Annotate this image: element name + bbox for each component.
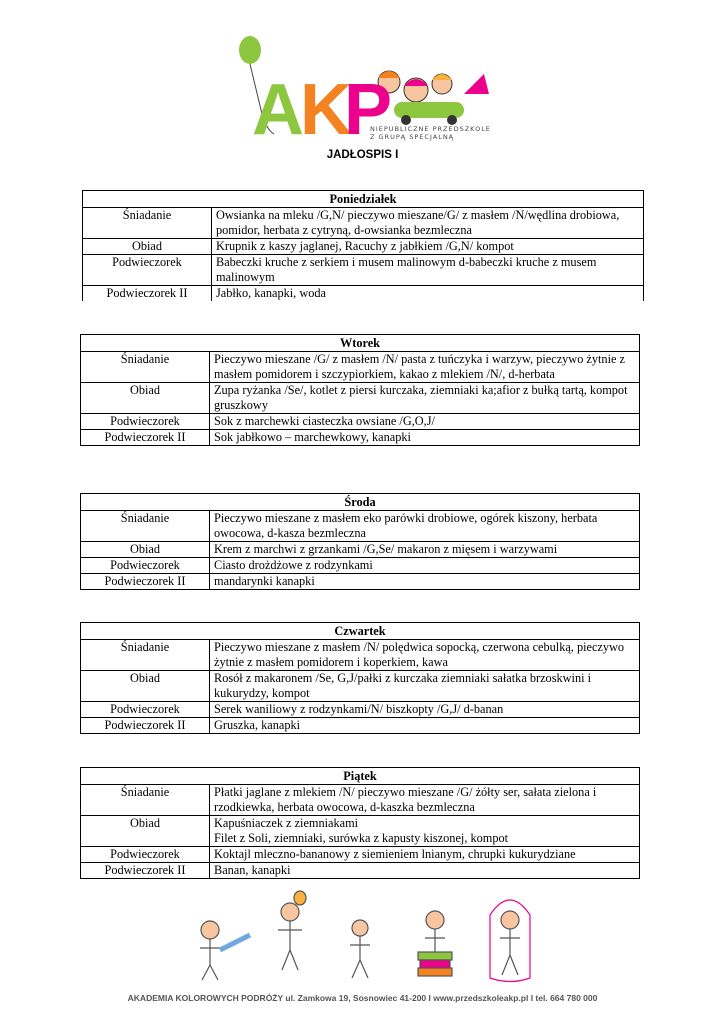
table-row: [81, 542, 640, 558]
day-table-thursday: [80, 622, 640, 734]
meal-label: Śniadanie: [81, 785, 210, 816]
table-row: [81, 863, 640, 879]
table-row: [83, 286, 644, 302]
table-row: [81, 702, 640, 718]
kids-illustration-icon: [378, 71, 489, 125]
table-row: [81, 430, 640, 446]
table-row: [81, 414, 640, 430]
day-table-friday: [80, 767, 640, 879]
meal-label: Obiad: [81, 383, 210, 414]
meal-description: Serek waniliowy z rodzynkami/N/ biszkopty /G,J/ d-banan: [210, 702, 640, 718]
meal-description: Pieczywo mieszane z masłem eko parówki drobiowe, ogórek kiszony, herbata owocowa, d-kasza bezmleczna: [210, 511, 640, 542]
table-row: [81, 816, 640, 847]
table-row: [81, 558, 640, 574]
meal-description: Krem z marchwi z grzankami /G,Se/ makaron z mięsem i warzywami: [210, 542, 640, 558]
day-name: Czwartek: [81, 623, 640, 640]
meal-description: Owsianka na mleku /G,N/ pieczywo mieszane/G/ z masłem /N/wędlina drobiowa, pomidor, herbata z cytryną, d-owsianka bezmleczna: [212, 208, 644, 239]
meal-label: Podwieczorek II: [81, 863, 210, 879]
table-row: [81, 352, 640, 383]
meal-description: Sok z marchewki ciasteczka owsiane /G,O,J/: [210, 414, 640, 430]
table-row: [81, 511, 640, 542]
meal-label: Podwieczorek II: [81, 718, 210, 734]
meal-label: Śniadanie: [81, 640, 210, 671]
meal-description: Krupnik z kaszy jaglanej, Racuchy z jabłkiem /G,N/ kompot: [212, 239, 644, 255]
table-row: [81, 383, 640, 414]
table-row: [81, 785, 640, 816]
day-name: Piątek: [81, 768, 640, 785]
day-table-monday: [82, 190, 644, 301]
table-row: [81, 574, 640, 590]
meal-description: Gruszka, kanapki: [210, 718, 640, 734]
table-row: [81, 847, 640, 863]
footer-contact: AKADEMIA KOLOROWYCH PODRÓŻY ul. Zamkowa 19, Sosnowiec 41-200 I www.przedszkoleakp.pl I tel. 664 780 000: [127, 993, 598, 1003]
svg-text:P: P: [344, 70, 393, 150]
day-table-tuesday: [80, 334, 640, 446]
meal-description: mandarynki kanapki: [210, 574, 640, 590]
meal-label: Podwieczorek: [81, 702, 210, 718]
meal-description: Koktajl mleczno-bananowy z siemieniem lnianym, chrupki kukurydziane: [210, 847, 640, 863]
meal-label: Podwieczorek: [83, 255, 212, 286]
svg-text:K: K: [300, 70, 352, 150]
meal-label: Podwieczorek: [81, 847, 210, 863]
meal-description: Ciasto drożdżowe z rodzynkami: [210, 558, 640, 574]
children-drawing-icon: [180, 890, 560, 985]
meal-description: Babeczki kruche z serkiem i musem malinowym d-babeczki kruche z musem malinowym: [212, 255, 644, 286]
meal-description: Rosół z makaronem /Se, G,J/pałki z kurczaka ziemniaki sałatka brzoskwini i kukurydzy, kompot: [210, 671, 640, 702]
meal-description: Pieczywo mieszane z masłem /N/ polędwica sopocką, czerwona cebulką, pieczywo żytnie z masłem pomidorem i koperkiem, kawa: [210, 640, 640, 671]
meal-description: Zupa ryżanka /Se/, kotlet z piersi kurczaka, ziemniaki ka;afior z bułką tartą, kompot gruszkowy: [210, 383, 640, 414]
meal-label: Podwieczorek II: [81, 574, 210, 590]
meal-label: Obiad: [83, 239, 212, 255]
day-name: Poniedziałek: [83, 191, 644, 208]
table-row: [81, 640, 640, 671]
meal-description: Płatki jaglane z mlekiem /N/ pieczywo mieszane /G/ żółty ser, sałata zielona i rzodkiewka, herbata owocowa, d-kaszka bezmleczna: [210, 785, 640, 816]
meal-label: Obiad: [81, 542, 210, 558]
table-row: [83, 255, 644, 286]
meal-label: Podwieczorek II: [83, 286, 212, 302]
table-row: [81, 718, 640, 734]
meal-description: Pieczywo mieszane /G/ z masłem /N/ pasta z tuńczyka i warzyw, pieczywo żytnie z masłem pomidorem i szczypiorkiem, kakao z mlekiem /N/, d-herbata: [210, 352, 640, 383]
meal-description: Jabłko, kanapki, woda: [212, 286, 644, 302]
meal-description: Sok jabłkowo – marchewkowy, kanapki: [210, 430, 640, 446]
logo-letters: A: [252, 70, 304, 150]
table-row: [81, 671, 640, 702]
page-title: JADŁOSPIS I: [326, 149, 399, 161]
logo-subtitle: NIEPUBLICZNE PRZEDSZKOLE Z GRUPĄ SPECJALNĄ: [370, 125, 491, 141]
meal-label: Śniadanie: [83, 208, 212, 239]
meal-label: Śniadanie: [81, 352, 210, 383]
meal-label: Obiad: [81, 671, 210, 702]
day-name: Wtorek: [81, 335, 640, 352]
meal-label: Podwieczorek: [81, 414, 210, 430]
table-row: [83, 239, 644, 255]
meal-description: Kapuśniaczek z ziemniakami Filet z Soli, ziemniaki, surówka z kapusty kiszonej, kompot: [210, 816, 640, 847]
meal-label: Obiad: [81, 816, 210, 847]
meal-description: Banan, kanapki: [210, 863, 640, 879]
day-table-wednesday: [80, 493, 640, 590]
day-name: Środa: [81, 494, 640, 511]
table-row: [83, 208, 644, 239]
meal-label: Śniadanie: [81, 511, 210, 542]
meal-label: Podwieczorek: [81, 558, 210, 574]
meal-label: Podwieczorek II: [81, 430, 210, 446]
